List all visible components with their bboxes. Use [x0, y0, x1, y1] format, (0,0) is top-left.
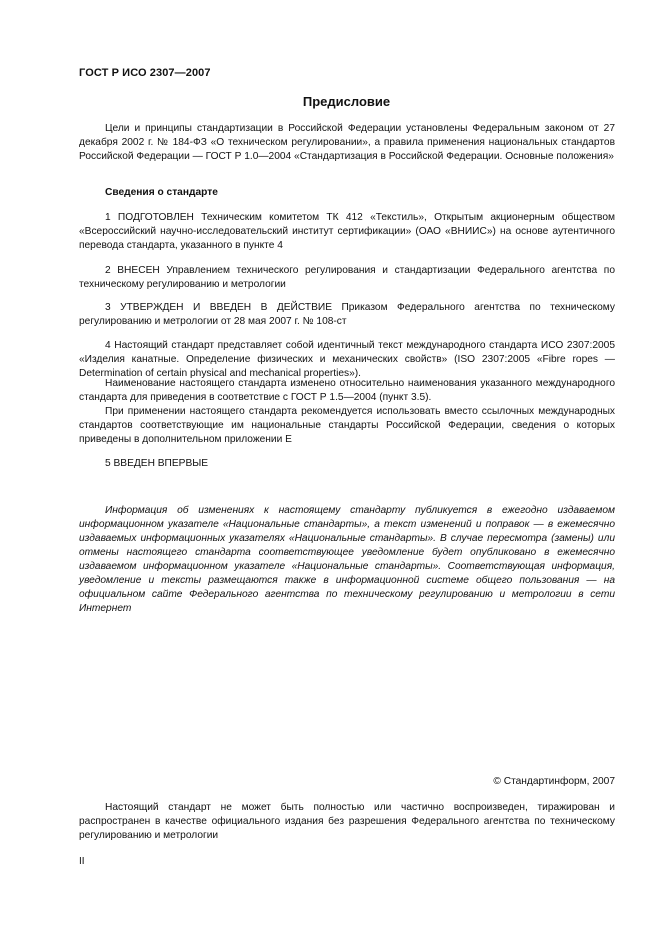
- item-4-identical-text: 4 Настоящий стандарт представляет собой идентичный текст международного стандарта ИСО 2307:2005 «Изделия канатные. Определение физических и механических свойств» (ISO 2307:2005 «Fibre ropes — Determination of certain physical and mechanical properties»).: [79, 340, 615, 379]
- info-notice-paragraph: Информация об изменениях к настоящему стандарту публикуется в ежегодно издаваемом информационном указателе «Национальные стандарты», а текст изменений и поправок — в ежемесячно издаваемых информационных указателях «Национальные стандарты». В случае пересмотра (замены) или отмены настоящего стандарта соответствующее уведомление будет опубликовано в ежемесячно издаваемом информационном указателе «Национальные стандарты». Соответствующая информация, уведомление и тексты размещаются также в информационной системе общего пользования — на официальном сайте Федерального агентства по техническому регулированию и метрологии в сети Интернет: [79, 505, 615, 614]
- item-3-approved: 3 УТВЕРЖДЕН И ВВЕДЕН В ДЕЙСТВИЕ Приказом Федерального агентства по техническому регулированию и метрологии от 28 мая 2007 г. № 108-ст: [79, 302, 615, 327]
- page-number: II: [79, 856, 85, 867]
- intro-paragraph: Цели и принципы стандартизации в Российской Федерации установлены Федеральным законом от 27 декабря 2002 г. № 184-ФЗ «О техническом регулировании», а правила применения национальных стандартов Российской Федерации — ГОСТ Р 1.0—2004 «Стандартизация в Российской Федерации. Основные положения»: [79, 123, 615, 162]
- copyright-line: © Стандартинформ, 2007: [493, 776, 615, 787]
- item-2-submitted: 2 ВНЕСЕН Управлением технического регулирования и стандартизации Федерального агентства по техническому регулированию и метрологии: [79, 265, 615, 290]
- page-title: Предисловие: [302, 94, 391, 109]
- item-4-references: При применении настоящего стандарта рекомендуется использовать вместо ссылочных международных стандартов соответствующие им национальные стандарты Российской Федерации, сведения о которых приведены в дополнительном приложении Е: [79, 406, 615, 445]
- item-1-prepared: 1 ПОДГОТОВЛЕН Техническим комитетом ТК 412 «Текстиль», Открытым акционерным обществом «Всероссийский научно-исследовательский институт сертификации» (ОАО «ВНИИС») на основе аутентичного перевода стандарта, указанного в пункте 4: [79, 212, 615, 251]
- document-code-header: ГОСТ Р ИСО 2307—2007: [79, 67, 211, 79]
- rights-notice-paragraph: Настоящий стандарт не может быть полностью или частично воспроизведен, тиражирован и распространен в качестве официального издания без разрешения Федерального агентства по техническому регулированию и метрологии: [79, 802, 615, 841]
- section-heading: Сведения о стандарте: [105, 187, 218, 198]
- item-4-name-change: Наименование настоящего стандарта изменено относительно наименования указанного международного стандарта для приведения в соответствие с ГОСТ Р 1.5—2004 (пункт 3.5).: [79, 378, 615, 403]
- item-5-first-introduced: 5 ВВЕДЕН ВПЕРВЫЕ: [105, 458, 209, 469]
